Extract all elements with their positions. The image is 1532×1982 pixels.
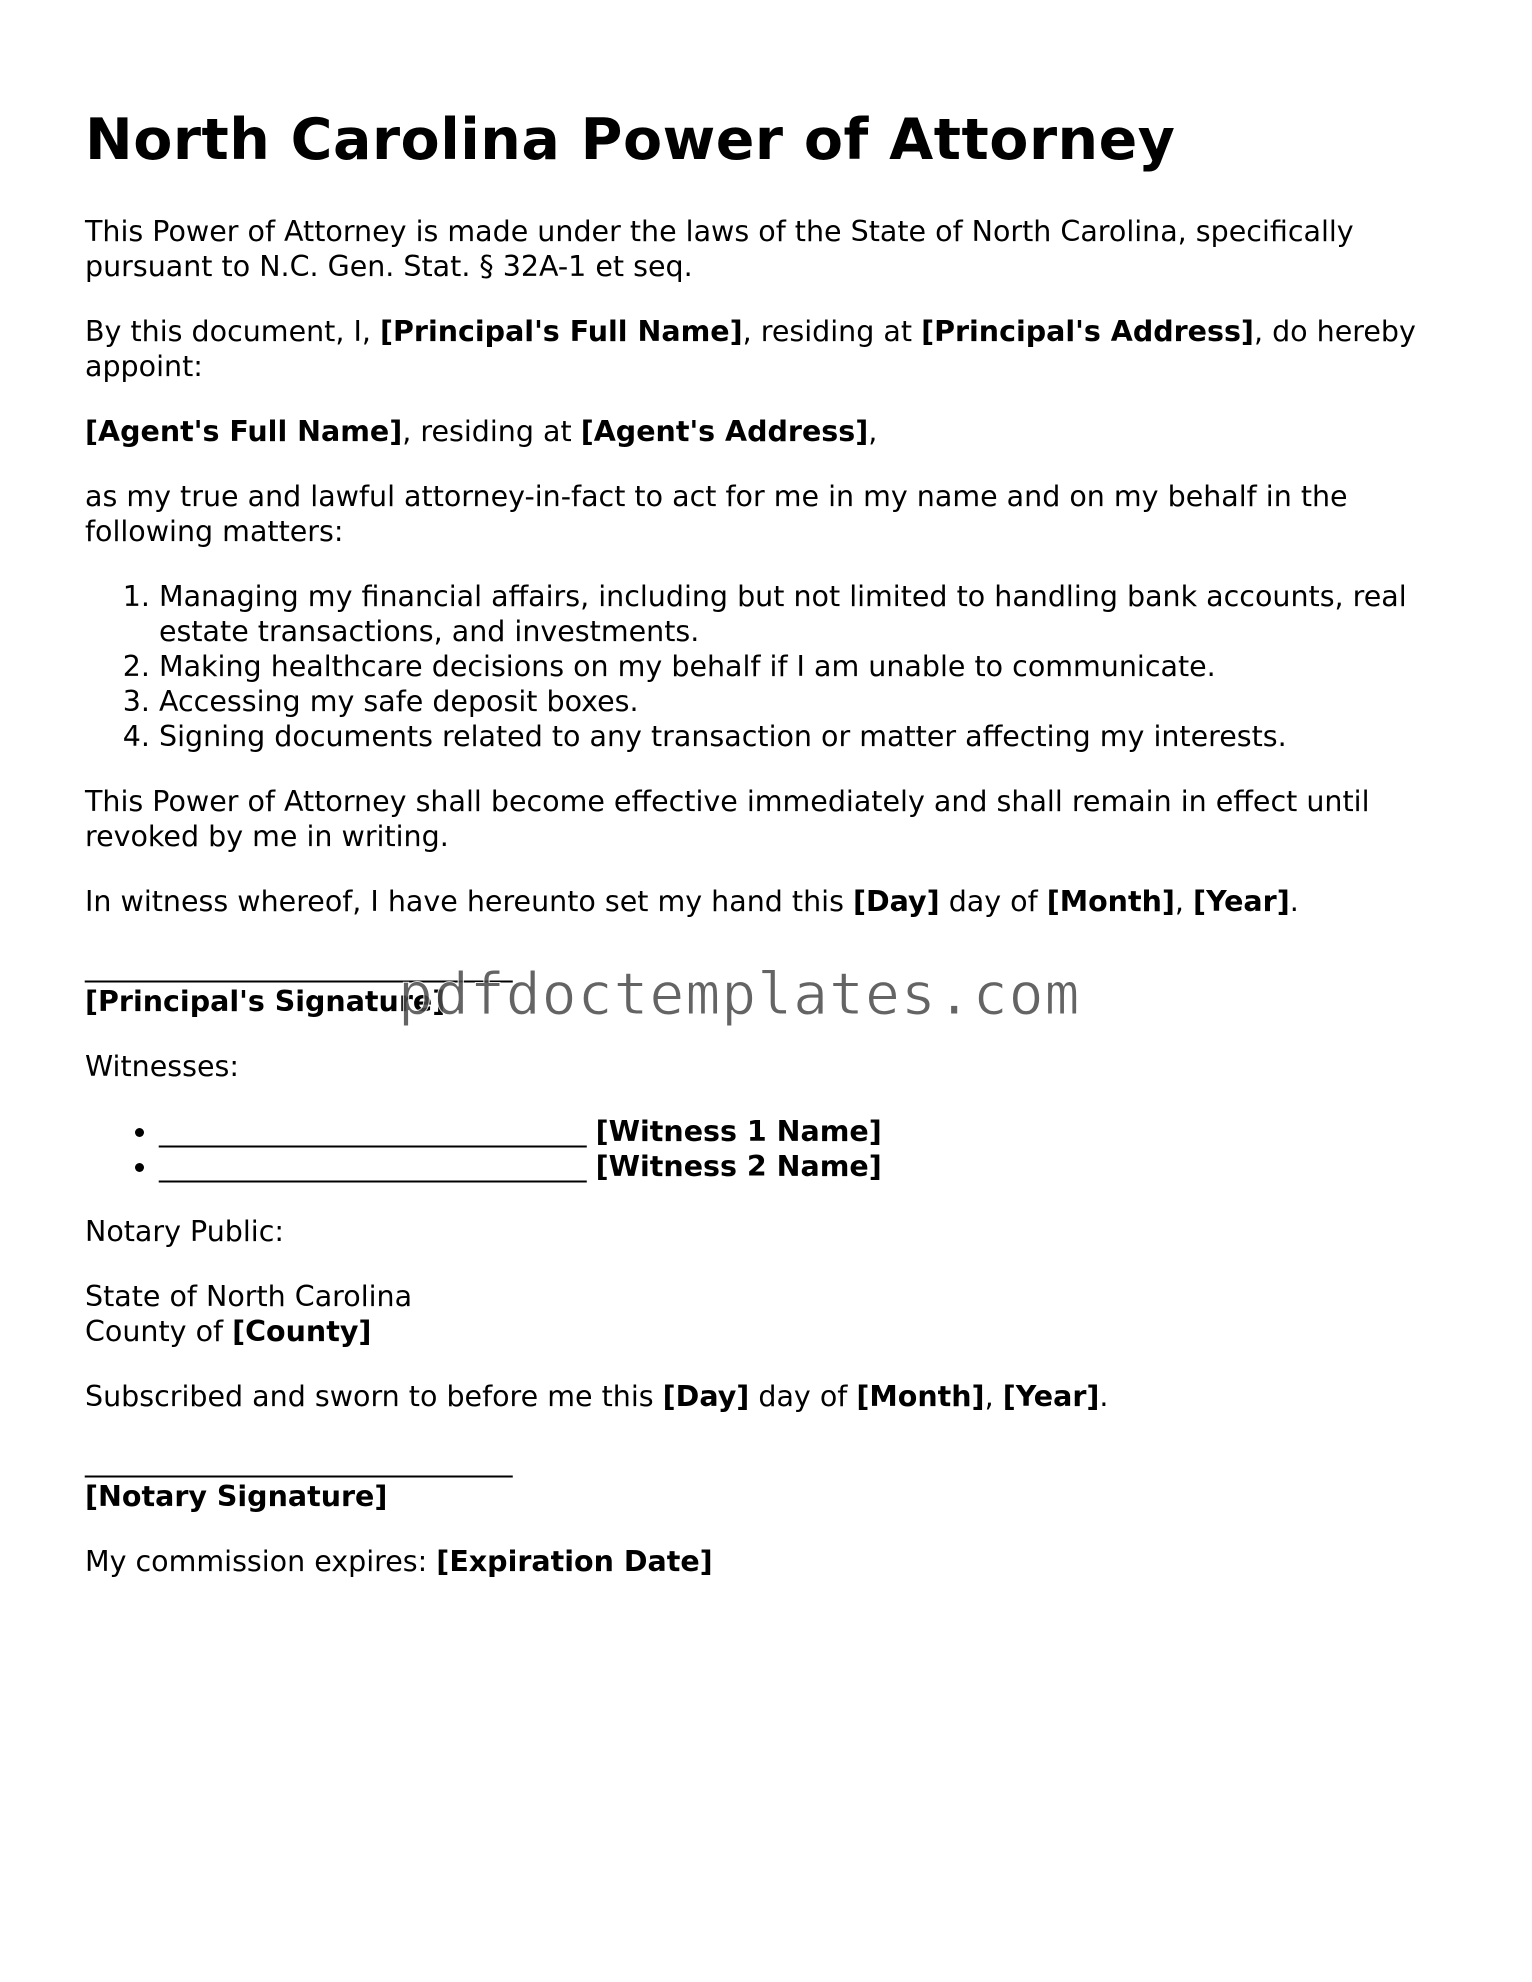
witnesses-heading: Witnesses: <box>85 1049 239 1083</box>
witness-item <box>159 1114 1455 1149</box>
sworn-day-of: day of <box>749 1379 857 1413</box>
witness-clause-paragraph <box>85 884 1455 919</box>
intro-text: This Power of Attorney is made under the laws of the State of North Carolina, specifically pursuant to N.C. Gen. Stat. § 32A-1 et seq. <box>85 214 1354 283</box>
principal-address-placeholder: [Principal's Address] <box>921 314 1254 348</box>
notary-venue <box>85 1279 1455 1349</box>
sworn-prefix: Subscribed and sworn to before me this <box>85 1379 663 1413</box>
principal-signature-line: ______________________________ <box>85 949 513 983</box>
witness-clause-end: . <box>1289 884 1299 918</box>
witness-name-placeholder: [Witness 1 Name] <box>595 1114 882 1148</box>
day-placeholder: [Day] <box>662 1379 750 1413</box>
month-placeholder: [Month] <box>1046 884 1175 918</box>
sworn-end: . <box>1099 1379 1109 1413</box>
scope-paragraph: as my true and lawful attorney-in-fact to act for me in my name and on my behalf in the following matters: <box>85 479 1348 548</box>
notary-signature-block <box>85 1444 1455 1514</box>
notary-signature-label: [Notary Signature] <box>85 1479 388 1513</box>
notary-heading: Notary Public: <box>85 1214 284 1248</box>
watermark-text: pdfdoctemplates.com <box>398 960 1081 1028</box>
power-item: 3. Accessing my safe deposit boxes. <box>159 684 1455 719</box>
notary-county-prefix: County of <box>85 1314 233 1348</box>
effective-paragraph: This Power of Attorney shall become effective immediately and shall remain in effect until revoked by me in writing. <box>85 784 1370 853</box>
month-placeholder: [Month] <box>856 1379 985 1413</box>
commission-prefix: My commission expires: <box>85 1544 437 1578</box>
witness-clause-prefix: In witness whereof, I have hereunto set my hand this <box>85 884 853 918</box>
appointment-prefix: By this document, I, <box>85 314 380 348</box>
intro-paragraph <box>85 214 1455 284</box>
year-placeholder: [Year] <box>1002 1379 1100 1413</box>
power-item: 2. Making healthcare decisions on my behalf if I am unable to communicate. <box>159 649 1455 684</box>
year-placeholder: [Year] <box>1193 884 1290 918</box>
commission-paragraph <box>85 1544 1455 1579</box>
county-placeholder: [County] <box>232 1314 372 1348</box>
day-placeholder: [Day] <box>852 884 940 918</box>
witnesses-list <box>85 1114 1455 1184</box>
notary-state: State of North Carolina <box>85 1279 413 1313</box>
witness-item <box>159 1149 1455 1184</box>
principal-signature-label: [Principal's Signature] <box>85 984 446 1018</box>
witness-clause-day-of: day of <box>939 884 1047 918</box>
witness-clause-comma: , <box>1174 884 1194 918</box>
power-item: 4. Signing documents related to any transaction or matter affecting my interests. <box>159 719 1455 754</box>
witness-signature-line: ______________________________ <box>159 1149 587 1183</box>
principal-signature-block <box>85 949 1455 1019</box>
agent-paragraph <box>85 414 1455 449</box>
principal-name-placeholder: [Principal's Full Name] <box>379 314 743 348</box>
powers-list <box>85 579 1455 754</box>
sworn-comma: , <box>984 1379 1003 1413</box>
agent-address-placeholder: [Agent's Address] <box>580 414 869 448</box>
witness-signature-line: ______________________________ <box>159 1114 587 1148</box>
witness-name-placeholder: [Witness 2 Name] <box>595 1149 882 1183</box>
appointment-suffix: , do hereby appoint: <box>85 314 1416 383</box>
appointment-residing: , residing at <box>742 314 922 348</box>
power-item: 1. Managing my financial affairs, including but not limited to handling bank accounts, real estate transactions, and investments. <box>159 579 1455 649</box>
document-page <box>85 108 1455 1609</box>
agent-suffix: , <box>868 414 878 448</box>
document-title: North Carolina Power of Attorney <box>85 107 1176 173</box>
agent-residing: , residing at <box>402 414 581 448</box>
notary-signature-line: ______________________________ <box>85 1444 513 1478</box>
sworn-paragraph <box>85 1379 1455 1414</box>
appointment-paragraph <box>85 314 1455 384</box>
agent-name-placeholder: [Agent's Full Name] <box>85 414 403 448</box>
expiration-date-placeholder: [Expiration Date] <box>436 1544 713 1578</box>
